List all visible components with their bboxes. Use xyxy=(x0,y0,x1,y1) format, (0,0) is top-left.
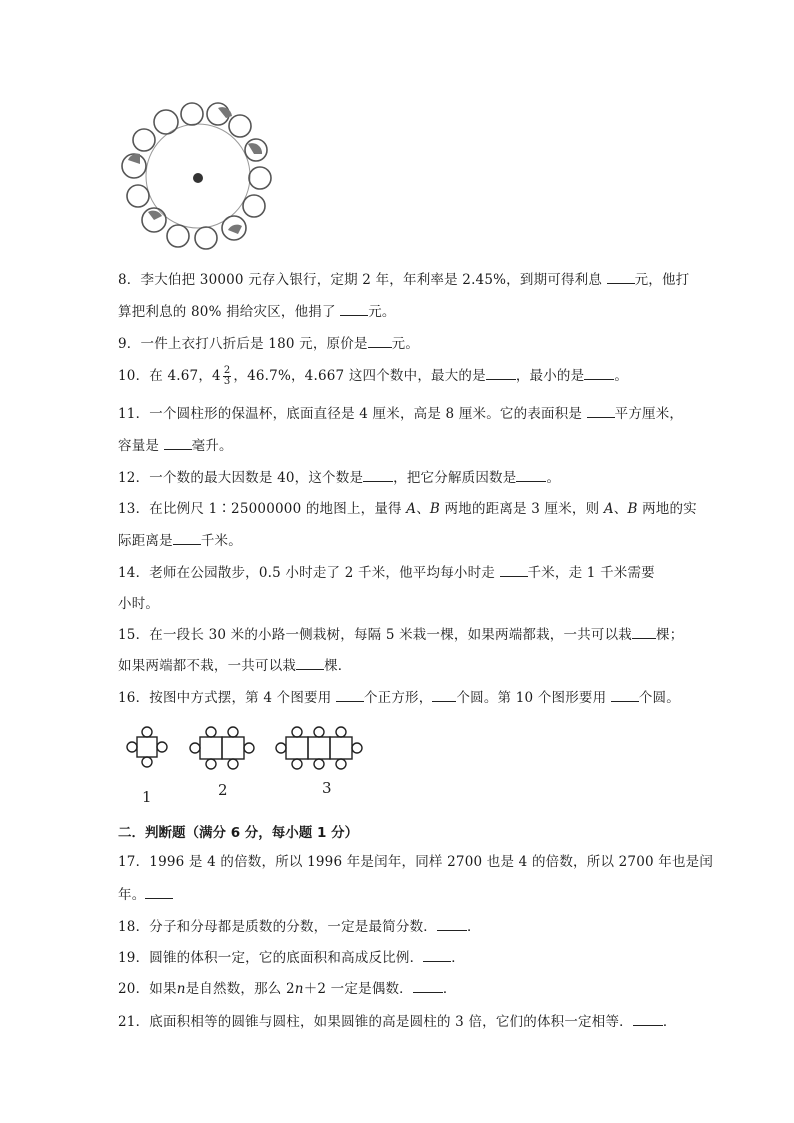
answer-blank[interactable] xyxy=(363,468,393,482)
point-a: A xyxy=(406,501,417,517)
question-17-line-2 xyxy=(118,885,173,904)
pattern-circle xyxy=(336,727,346,737)
answer-blank[interactable] xyxy=(340,302,368,316)
q16-text-4: 个圆。 xyxy=(638,690,680,706)
answer-blank[interactable] xyxy=(584,366,614,380)
q21-text-1: 21．底面积相等的圆锥与圆柱，如果圆锥的高是圆柱的 3 倍，它们的体积一定相等． xyxy=(118,1014,633,1030)
q15-text-2: 棵； xyxy=(656,627,684,643)
mixed-fraction xyxy=(223,366,232,387)
pattern-square xyxy=(137,737,157,757)
variable-n: n xyxy=(176,981,186,997)
q20-text-2: 是自然数，那么 2 xyxy=(185,981,295,997)
q8-text-4: 元。 xyxy=(368,304,396,320)
q15-text-1: 15．在一段长 30 米的小路一侧栽树，每隔 5 米栽一棵，如果两端都栽，一共可以栽 xyxy=(118,627,633,643)
question-13-line-2 xyxy=(118,531,242,550)
question-12 xyxy=(118,468,560,487)
question-15-line-2 xyxy=(118,656,352,675)
question-9 xyxy=(118,334,419,353)
answer-blank[interactable] xyxy=(368,334,392,348)
pattern-square xyxy=(200,737,222,759)
q19-text-2: ． xyxy=(451,950,465,966)
q21-text-2: ． xyxy=(662,1014,677,1030)
pattern-circle xyxy=(228,759,238,769)
q10-text-3: ，最小的是 xyxy=(515,368,585,384)
pattern-square xyxy=(330,737,352,759)
fraction-numerator: 2 xyxy=(223,365,231,376)
q9-text-1: 9．一件上衣打八折后是 180 元，原价是 xyxy=(118,336,368,352)
q13-sep-1: 、 xyxy=(416,501,430,517)
answer-blank[interactable] xyxy=(516,468,546,482)
round-table-illustration xyxy=(118,100,278,250)
question-18 xyxy=(118,917,481,936)
q11-text-4: 毫升。 xyxy=(191,438,233,454)
pattern-circle xyxy=(190,743,200,753)
answer-blank[interactable] xyxy=(500,563,528,577)
pattern-circle xyxy=(244,743,254,753)
answer-blank[interactable] xyxy=(173,531,201,545)
answer-blank[interactable] xyxy=(607,270,635,284)
q8-text-2: 元，他打 xyxy=(634,272,690,288)
answer-blank[interactable] xyxy=(423,948,451,962)
answer-blank[interactable] xyxy=(336,688,364,702)
question-14-line-2 xyxy=(118,595,159,613)
pattern-circle xyxy=(206,759,216,769)
q11-text-2: 平方厘米， xyxy=(614,406,684,422)
q20-text-1: 20．如果 xyxy=(118,981,177,997)
pattern-circle xyxy=(127,742,137,752)
q11-text-1: 11．一个圆柱形的保温杯，底面直径是 4 厘米，高是 8 厘米。它的表面积是 xyxy=(118,406,587,422)
figure-label-2: 2 xyxy=(218,781,228,799)
point-b: B xyxy=(429,501,441,517)
answer-blank[interactable] xyxy=(437,917,467,931)
figure-label-3: 3 xyxy=(322,779,332,797)
answer-blank[interactable] xyxy=(296,656,324,670)
q10-text-4: 。 xyxy=(614,368,629,384)
pattern-square xyxy=(308,737,330,759)
pattern-circle xyxy=(292,759,302,769)
q13-text-5: 千米。 xyxy=(200,533,242,549)
question-17-line-1 xyxy=(118,853,713,871)
question-8-line-1 xyxy=(118,270,689,289)
q15-text-4: 棵． xyxy=(324,658,352,674)
question-8-line-2 xyxy=(118,302,396,321)
q10-text-1: 10．在 4.67，4 xyxy=(118,368,221,384)
pattern-circle xyxy=(292,727,302,737)
question-21 xyxy=(118,1012,677,1031)
question-19 xyxy=(118,948,465,967)
answer-blank[interactable] xyxy=(145,885,173,899)
pattern-square xyxy=(222,737,244,759)
pattern-circle xyxy=(336,759,346,769)
q10-text-2: ，46.7%，4.667 这四个数中，最大的是 xyxy=(233,368,486,384)
pattern-circle xyxy=(352,743,362,753)
q12-text-3: 。 xyxy=(546,470,561,486)
pattern-circle xyxy=(142,727,152,737)
question-10 xyxy=(118,366,628,387)
figure-label-1: 1 xyxy=(142,788,152,805)
pattern-square xyxy=(286,737,308,759)
answer-blank[interactable] xyxy=(632,625,656,639)
q17-text-1: 17．1996 是 4 的倍数，所以 1996 年是闰年，同样 2700 也是 4 的倍数，所以 2700 年也是闰 xyxy=(118,854,714,870)
question-15-line-1 xyxy=(118,625,683,644)
pattern-circle xyxy=(157,742,167,752)
point-b: B xyxy=(627,501,638,517)
point-a: A xyxy=(603,501,614,517)
answer-blank[interactable] xyxy=(486,366,516,380)
q16-text-2: 个正方形， xyxy=(363,690,433,706)
q14-text-1: 14．老师在公园散步，0.5 小时走了 2 千米，他平均每小时走 xyxy=(118,565,500,581)
answer-blank[interactable] xyxy=(413,979,443,993)
answer-blank[interactable] xyxy=(611,688,639,702)
q20-text-3: ＋2 一定是偶数． xyxy=(303,981,413,997)
q8-text-1: 8．李大伯把 30000 元存入银行，定期 2 年，年利率是 2.45%，到期可得利息 xyxy=(118,272,607,288)
q13-text-2: 两地的距离是 3 厘米，则 xyxy=(440,501,604,517)
q13-text-3: 两地的实 xyxy=(637,501,697,517)
q16-text-1: 16．按图中方式摆，第 4 个图要用 xyxy=(118,690,336,706)
fraction-denominator: 3 xyxy=(223,376,231,387)
q19-text-1: 19．圆锥的体积一定，它的底面积和高成反比例． xyxy=(118,950,424,966)
q8-text-3: 算把利息的 80% 捐给灾区，他捐了 xyxy=(118,304,341,320)
question-14-line-1 xyxy=(118,563,655,582)
q15-text-3: 如果两端都不栽，一共可以栽 xyxy=(118,658,297,674)
q14-text-2: 千米，走 1 千米需要 xyxy=(527,565,655,581)
q17-text-2: 年。 xyxy=(118,887,146,903)
answer-blank[interactable] xyxy=(164,436,192,450)
pattern-circle xyxy=(228,727,238,737)
question-20 xyxy=(118,979,457,998)
q14-text-3: 小时。 xyxy=(118,596,160,612)
question-13-line-1 xyxy=(118,500,697,518)
pattern-circle xyxy=(142,757,152,767)
answer-blank[interactable] xyxy=(432,688,456,702)
question-16 xyxy=(118,688,680,707)
pattern-circle xyxy=(206,727,216,737)
q12-text-1: 12．一个数的最大因数是 40，这个数是 xyxy=(118,470,364,486)
q13-text-4: 际距离是 xyxy=(118,533,173,549)
pattern-circle xyxy=(276,743,286,753)
answer-blank[interactable] xyxy=(587,404,615,418)
q13-sep-2: 、 xyxy=(613,501,628,517)
question-11-line-2 xyxy=(118,436,233,455)
q18-text-1: 18．分子和分母都是质数的分数，一定是最简分数． xyxy=(118,919,437,935)
answer-blank[interactable] xyxy=(633,1012,663,1026)
question-11-line-1 xyxy=(118,404,683,423)
q20-text-4: ． xyxy=(442,981,457,997)
pattern-circle xyxy=(314,727,324,737)
q16-text-3: 个圆。第 10 个图形要用 xyxy=(456,690,611,706)
q11-text-3: 容量是 xyxy=(118,438,164,454)
q12-text-2: ，把它分解质因数是 xyxy=(393,470,517,486)
squares-circles-pattern-figure xyxy=(118,720,378,805)
pattern-circle xyxy=(314,759,324,769)
variable-n: n xyxy=(294,981,304,997)
q9-text-2: 元。 xyxy=(391,336,420,352)
section-2-heading: 二．判断题（满分 6 分，每小题 1 分） xyxy=(118,825,359,841)
q18-text-2: ． xyxy=(466,919,481,935)
q13-text-1: 13．在比例尺 1∶25000000 的地图上，量得 xyxy=(118,501,407,517)
